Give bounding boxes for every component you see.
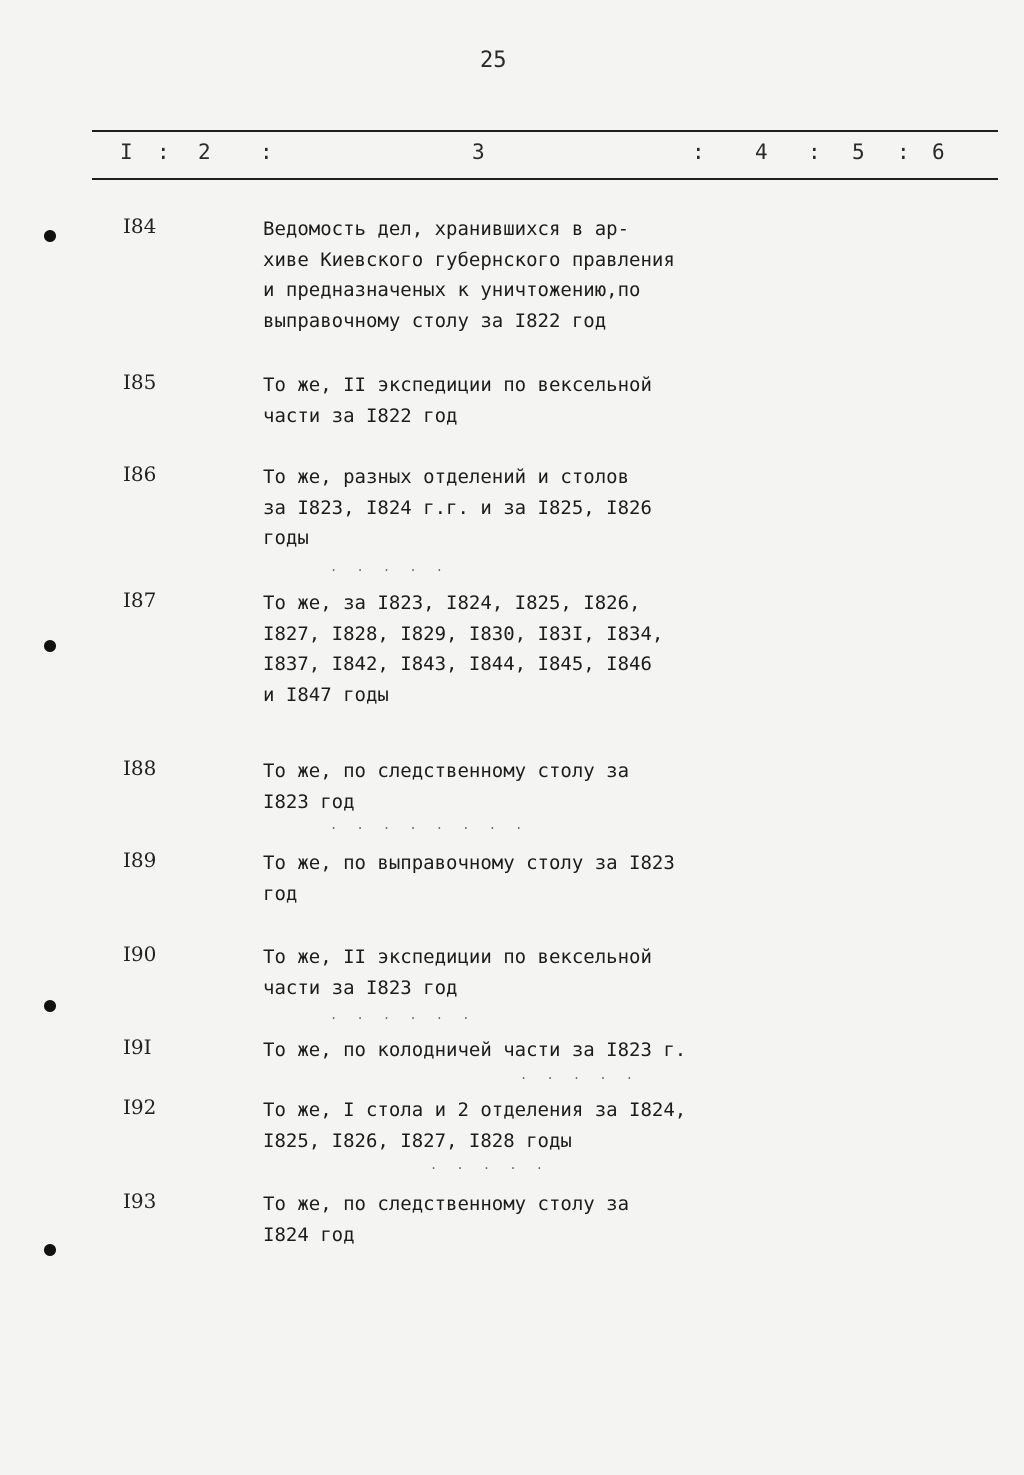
column-header-4: 4 [755, 140, 768, 164]
entry-description [263, 1095, 753, 1156]
scan-speck: . . . . . [430, 1158, 550, 1172]
column-header-5: 5 [852, 140, 865, 164]
column-separator: : [260, 140, 273, 164]
entry-line: То же, по колодничей части за I823 г. [263, 1039, 687, 1061]
entry-description [263, 848, 753, 909]
entry-line: То же, по следственному столу за [263, 760, 630, 782]
column-header-2: 2 [198, 140, 211, 164]
entry-number: I92 [123, 1095, 157, 1119]
entry-number: I84 [123, 214, 157, 238]
entry-description [263, 588, 753, 710]
punch-hole [44, 230, 56, 242]
entry-number: I9I [123, 1035, 152, 1059]
entry-line: То же, по следственному столу за [263, 1193, 630, 1215]
punch-hole [44, 1244, 56, 1256]
entry-line: То же, за I823, I824, I825, I826, [263, 592, 641, 614]
column-header-3: 3 [472, 140, 485, 164]
table-header [0, 140, 1024, 170]
entry-line: I827, I828, I829, I830, I83I, I834, [263, 622, 664, 645]
column-separator: : [157, 140, 170, 164]
entry-description [263, 942, 753, 1003]
entry-number: I89 [123, 848, 157, 872]
column-header-1: I [120, 140, 133, 164]
scan-speck: . . . . . [330, 560, 450, 574]
column-separator: : [808, 140, 821, 164]
punch-hole [44, 1000, 56, 1012]
scan-speck: . . . . . [520, 1068, 640, 1082]
column-header-6: 6 [932, 140, 945, 164]
entry-line: I837, I842, I843, I844, I845, I846 [263, 653, 652, 675]
entry-line: I824 год [263, 1223, 355, 1246]
entry-line: I823 год [263, 790, 355, 813]
entry-line: То же, II экспедиции по вексельной [263, 374, 652, 396]
entry-description [263, 370, 753, 431]
column-separator: : [897, 140, 910, 164]
entry-line: и предназначеных к уничтожению,по [263, 279, 641, 301]
column-separator: : [692, 140, 705, 164]
entry-line: хиве Киевского губернского правления [263, 248, 675, 271]
entry-line: и I847 годы [263, 683, 389, 706]
entry-line: части за I823 год [263, 976, 458, 999]
entry-line: I825, I826, I827, I828 годы [263, 1129, 572, 1152]
entry-line: То же, разных отделений и столов [263, 466, 630, 488]
entry-line: То же, II экспедиции по вексельной [263, 946, 652, 968]
entry-line: год [263, 882, 298, 905]
entry-line: за I823, I824 г.г. и за I825, I826 [263, 496, 652, 519]
entry-number: I87 [123, 588, 157, 612]
entry-number: I88 [123, 756, 157, 780]
entry-line: части за I822 год [263, 404, 458, 427]
entry-description [263, 756, 753, 817]
entry-line: годы [263, 527, 309, 549]
table-header-bottom-rule [92, 178, 998, 180]
entry-description [263, 1035, 753, 1066]
entry-line: выправочному столу за I822 год [263, 309, 607, 332]
entry-line: То же, по выправочному столу за I823 [263, 852, 675, 874]
entry-description [263, 214, 753, 336]
scan-speck: . . . . . . . . [330, 818, 529, 832]
entry-number: I85 [123, 370, 157, 394]
entry-number: I93 [123, 1189, 157, 1213]
entry-line: То же, I стола и 2 отделения за I824, [263, 1099, 687, 1121]
page-number: 25 [480, 48, 507, 73]
entry-line: Ведомость дел, хранившихся в ар- [263, 218, 630, 240]
entry-description [263, 462, 753, 554]
scan-speck: . . . . . . [330, 1008, 476, 1022]
entry-description [263, 1189, 753, 1250]
entry-number: I90 [123, 942, 157, 966]
table-header-top-rule [92, 130, 998, 132]
entry-number: I86 [123, 462, 157, 486]
punch-hole [44, 640, 56, 652]
